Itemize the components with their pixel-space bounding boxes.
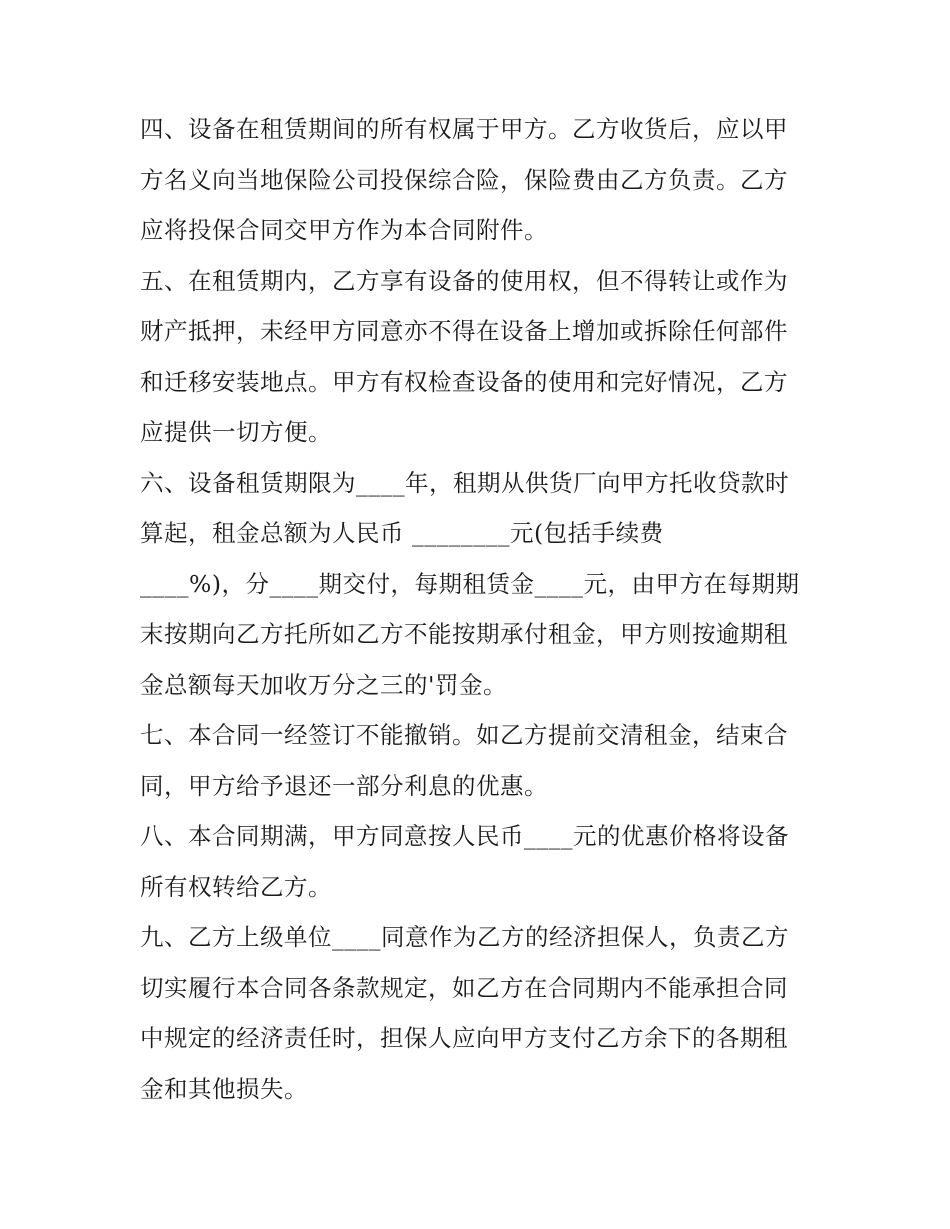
text-line: 和迁移安装地点。甲方有权检查设备的使用和完好情况，乙方 <box>140 368 788 396</box>
text-line: ____%)，分____期交付，每期租赁金____元，由甲方在每期期 <box>140 570 800 598</box>
text-line: 六、设备租赁期限为____年，租期从供货厂向甲方托收贷款时 <box>140 469 789 497</box>
text-line: 算起，租金总额为人民币 ________元(包括手续费 <box>140 519 664 547</box>
text-line: 五、在租赁期内，乙方享有设备的使用权，但不得转让或作为 <box>140 267 788 295</box>
text-line: 四、设备在租赁期间的所有权属于甲方。乙方收货后，应以甲 <box>140 115 788 143</box>
text-line: 财产抵押，未经甲方同意亦不得在设备上增加或拆除任何部件 <box>140 317 788 345</box>
text-line: 方名义向当地保险公司投保综合险，保险费由乙方负责。乙方 <box>140 166 788 194</box>
text-line: 金和其他损失。 <box>140 1075 308 1103</box>
text-line: 七、本合同一经签订不能撤销。如乙方提前交清租金，结束合 <box>140 721 788 749</box>
text-line: 八、本合同期满，甲方同意按人民币____元的优惠价格将设备 <box>140 822 789 850</box>
text-line: 应提供一切方便。 <box>140 418 332 446</box>
text-line: 九、乙方上级单位____同意作为乙方的经济担保人，负责乙方 <box>140 923 789 951</box>
text-line: 中规定的经济责任时，担保人应向甲方支付乙方余下的各期租 <box>140 1024 788 1052</box>
text-line: 同，甲方给予退还一部分利息的优惠。 <box>140 772 548 800</box>
text-line: 应将投保合同交甲方作为本合同附件。 <box>140 216 548 244</box>
text-line: 切实履行本合同各条款规定，如乙方在合同期内不能承担合同 <box>140 974 788 1002</box>
text-line: 所有权转给乙方。 <box>140 873 332 901</box>
text-line: 末按期向乙方托所如乙方不能按期承付租金，甲方则按逾期租 <box>140 620 788 648</box>
text-line: 金总额每天加收万分之三的'罚金。 <box>140 671 507 699</box>
